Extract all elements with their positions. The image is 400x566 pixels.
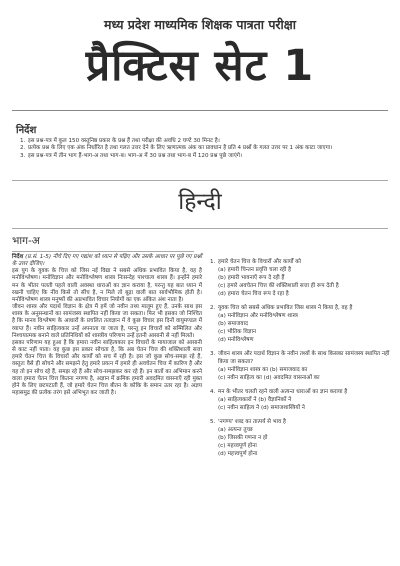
divider <box>12 180 388 181</box>
instruction-item: 2. प्रत्येक प्रश्न के लिए एक अंक निर्धारित है तथा गलत उत्तर देने के लिए ऋणात्मक अंक का प्रावधान है प्रति 4 प्रश्नों के गलत उत्तर पर 1 अंक काटा जाएगा। <box>20 145 333 152</box>
option: (c) नवीन साहित्य का (d) अवदमित वासनाओं का <box>218 375 320 381</box>
option: (d) मनोविश्लेषण <box>218 337 254 343</box>
instruction-item: 1. इस प्रश्न-पत्र में कुल 150 वस्तुनिष्ठ प्रकार के प्रश्न हैं तथा परीक्षा की अवधि 2 घण्टे 30 मिनट है। <box>20 138 220 144</box>
option: (a) हमारी चिन्तन प्रवृत्ति चला रही है <box>218 267 292 273</box>
instructions-list <box>20 138 382 160</box>
instruction-item: 3. इस प्रश्न-पत्र में तीन भाग हैं-भाग-अ तथा भाग-ब। भाग-अ में 30 प्रश्न तथा भाग-ब में 120 प्रश्न पूछे जाएंगे। <box>20 152 243 159</box>
question: 2. युवक चित्त को सबसे अधिक प्रभावित जिस शास्त्र ने किया है, वह है (a) मनोविज्ञान और मनोविश्लेषण शास्त्र (b) समाजवाद (c) भौतिक विज्ञान (d) मनोविश्लेषण <box>210 304 392 344</box>
question: 5. 'नगण्य' शब्द का तात्पर्य से भाव है (a) अत्यन्त तुच्छ (b) जिसकी गणना न हो (c) महत्त्वपूर्ण होना (d) महत्त्वपूर्ण होना <box>210 418 392 458</box>
option: (d) महत्त्वपूर्ण होना <box>218 451 258 457</box>
option: (d) हमारा चेतन चित्त रूप दे रहा है <box>218 291 289 297</box>
option: (b) हमारी भावनाएँ रूप दे रही हैं <box>218 275 285 281</box>
passage-paragraph: इसका परिणाम यह हुआ है कि हमारा नवीन साहित्यकार इन विचारों के मायाजाल को आसानी से काट नहीं पाता। वह कुछ इस प्रकार सोचता है, कि अब चेतन चित्त की शक्तिशाली सत्ता हमारे चेतन चित्त के विचारों और कार्यों को सच में रही है। इस जो कुछ सोच-समझ रहे हैं, वस्तुतः वैसे ही सोचने और समझने हेतु हमारे प्रयत्न में हमारे ही अवचेतन चित्त में कारिण है और यह तो इन सोच रहे हैं, समझ रहे हैं और सोच-समझकर कर रहे हैं। इन बातों का अभिमान करने वाला हमारा चेतन चित्त कितना नगण्य है, अज्ञान में क्रमिक हमारी अवदमित वासनाएँ रही मुक्त होने के लिए छटपटाती हैं, जो हमारे चेतन चित्त बीतन के कोकि के समान उतर रहा है। अज्ञय महासमुद्र की प्रत्येक तरंग इसे अभिभूत कर जाती है। <box>12 339 202 396</box>
question: 3. जीवन शास्त्र और पदार्थ विज्ञान के नवीन तथ्यों के साथ किसका सामंजस्य स्थापित नहीं किया जा सकता? (a) मनोविज्ञान शास्त्र का (b) समाजवाद का (c) नवीन साहित्य का (d) अवदमित वासनाओं का <box>210 350 392 382</box>
divider <box>12 228 388 229</box>
option: (c) भौतिक विज्ञान <box>218 329 257 335</box>
subject-title: हिन्दी <box>178 189 222 215</box>
directions: निर्देश (प्र.सं. 1-5) नीचे दिए गए गद्यांश को ध्यान से पढ़िए और उसके आधार पर पूछे गए प्रश्नों के उत्तर दीजिए। <box>12 254 203 268</box>
divider <box>12 110 388 111</box>
questions-column <box>210 258 392 464</box>
option: (b) जिसकी गणना न हो <box>218 435 268 441</box>
option: (a) मनोविज्ञान शास्त्र का (b) समाजवाद का <box>218 367 308 373</box>
exam-title: मध्य प्रदेश माध्यमिक शिक्षक पात्रता परीक्षा <box>104 17 296 32</box>
option: (c) हमारे अवचेतन चित्त की शक्तिशाली सत्ता ही रूप देती है <box>218 283 339 289</box>
option: (c) नवीन साहित्य ने (d) समाजशास्त्रियों ने <box>218 405 305 411</box>
passage-paragraph: जीवन शास्त्र और पदार्थ विज्ञान के क्षेत्र में हमें जो नवीन तथ्य मालूम हुए हैं, उनके साथ इस शास्त्र के अनुसन्धानों का सामंजस्य स्थापित नहीं किया जा सकता। फिर भी इसका जो निश्चित है कि मानव विश्लेषण के आधारों के प्रचलित तत्वज्ञान में वे कुछ विचार इस दिनों वायुमण्डल में व्याप्त हैं। नवीन साहित्यकार उन्हें अपनाता या जाता है, परन्तु इन विचारों को सम्मिलित और निश्चयात्मक बनाने वाले प्रतिनिधियों को शास्त्रीय परिणाम उन्हें इतनी आसानी से नहीं मिलते। <box>12 304 202 339</box>
option: (a) साहित्यकारों ने (b) वैज्ञानिकों ने <box>218 397 292 403</box>
practice-set-title: प्रैक्टिस सेट 1 <box>85 41 315 91</box>
option: (b) समाजवाद <box>218 321 248 327</box>
question: 4. मन के भीतर चलती रहने वाली अत्यन्त धाराओं का ज्ञान कराया है (a) साहित्यकारों ने (b) वैज्ञानिकों ने (c) नवीन साहित्य ने (d) समाजशास्त्रियों ने <box>210 388 392 412</box>
option: (a) मनोविज्ञान और मनोविश्लेषण शास्त्र <box>218 313 298 319</box>
passage-paragraph: इस युग के युवक के चित्त को जिस नई विद्या ने सबसे अधिक प्रभावित किया है, वह है मनोविश्लेषण। मनोविज्ञान और मनोविश्लेषण शास्त्र निःसन्देह पाश्चात्य शास्त्र हैं। इन्होंने हमारे मन के भीतर पलती पहले वाली अवस्था धाराओं का ज्ञान कराया है, परन्तु यह बात ध्यान में रखनी चाहिए कि नींव किसे तो सींच है, न मिले तो बूढ़ा वाली बात सार्वभौमिक होती है। मनोविश्लेषण शास्त्र मनुष्यों की अप्रभावित विचार नियोगों का एक अंकित अंश नाता है। <box>12 268 202 303</box>
part-title: भाग-अ <box>12 235 40 247</box>
instructions-heading: निर्देश <box>16 125 37 136</box>
divider <box>12 251 194 252</box>
option: (c) महत्त्वपूर्ण होना <box>218 443 257 449</box>
option: (a) अत्यन्त तुच्छ <box>218 427 253 433</box>
passage-column <box>12 254 202 397</box>
question: 1. हमारे चेतन चित्त के विचारों और कार्यों को (a) हमारी चिन्तन प्रवृत्ति चला रही है (b) हमारी भावनाएँ रूप दे रही हैं (c) हमारे अवचेतन चित्त की शक्तिशाली सत्ता ही रूप देती है (d) हमारा चेतन चित्त रूप दे रहा है <box>210 258 392 298</box>
